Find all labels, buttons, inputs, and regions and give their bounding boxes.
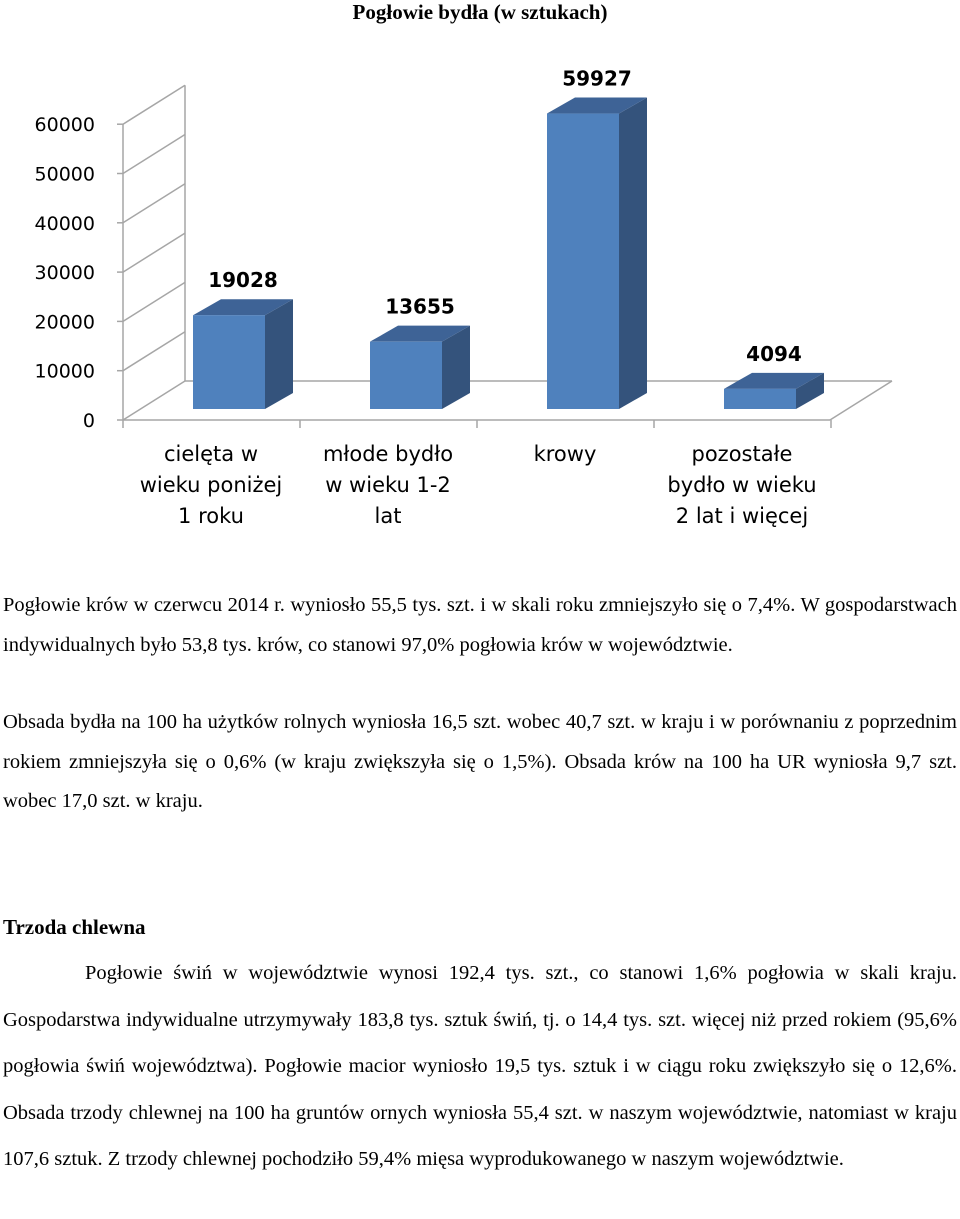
y-gridline-diagonal bbox=[123, 233, 185, 272]
y-tick-label: 60000 bbox=[34, 114, 95, 137]
category-label: młode bydło bbox=[322, 442, 454, 466]
bar-side-face bbox=[619, 98, 647, 409]
y-tick-label: 0 bbox=[82, 410, 95, 432]
cattle-paragraph-2: Obsada bydła na 100 ha użytków rolnych wyniosła 16,5 szt. wobec 40,7 szt. w kraju i w porównaniu z poprzednim rokiem zmniejszyła się o 0,6% (w kraju zwiększyła się o 1,5%). Obsada krów na 100 ha UR wyniosła 9,7 szt. wobec 17,0 szt. w kraju. bbox=[3, 711, 957, 812]
bar bbox=[193, 299, 293, 409]
bar-front-face bbox=[547, 114, 619, 409]
category-label: wieku poniżej bbox=[139, 473, 283, 497]
bar-front-face bbox=[193, 315, 265, 409]
bar-data-label: 13655 bbox=[385, 294, 455, 319]
pigs-paragraph: Pogłowie świń w województwie wynosi 192,4 tys. szt., co stanowi 1,6% pogłowia w skali kraju. Gospodarstwa indywidualne utrzymywały 183,8 tys. sztuk świń, tj. o 14,4 tys. szt. więcej niż przed rokiem (95,6% pogłowia świń województwa). Pogłowie macior wyniosło 19,5 tys. sztuk i w ciągu roku zwiększyło się o 12,6%. Obsada trzody chlewnej na 100 ha gruntów ornych wyniosła 55,4 szt. w naszym województwie, natomiast w kraju 107,6 sztuk. Z trzody chlewnej pochodziło 59,4% mięsa wyprodukowanego w naszym województwie. bbox=[3, 962, 957, 1170]
bar-data-label: 19028 bbox=[208, 268, 278, 293]
bar-side-face bbox=[265, 299, 293, 409]
y-gridline-diagonal bbox=[123, 282, 185, 321]
bar bbox=[547, 98, 647, 409]
y-gridline-diagonal bbox=[123, 135, 185, 174]
category-label: lat bbox=[374, 504, 402, 528]
bar-front-face bbox=[370, 342, 442, 409]
chart-title: Pogłowie bydła (w sztukach) bbox=[352, 0, 608, 24]
bar bbox=[370, 326, 470, 409]
y-tick-label: 20000 bbox=[34, 311, 95, 334]
category-label: 1 roku bbox=[178, 504, 244, 528]
category-label: 2 lat i więcej bbox=[675, 504, 809, 528]
category-label: pozostałe bbox=[691, 442, 793, 466]
y-gridline-diagonal bbox=[123, 184, 185, 223]
bar-data-label: 59927 bbox=[562, 66, 632, 91]
category-label: bydło w wieku bbox=[667, 473, 817, 497]
category-label: w wieku 1-2 bbox=[325, 473, 451, 497]
y-tick-label: 40000 bbox=[34, 212, 95, 235]
y-gridline-diagonal bbox=[123, 381, 185, 420]
floor-right-edge bbox=[830, 381, 892, 420]
cattle-paragraph-1: Pogłowie krów w czerwcu 2014 r. wyniosło 55,5 tys. szt. i w skali roku zmniejszyło się o 7,4%. W gospodarstwach indywidualnych było 53,8 tys. krów, co stanowi 97,0% pogłowia krów w województwie. bbox=[3, 594, 957, 656]
y-gridline-diagonal bbox=[123, 85, 185, 124]
category-label: cielęta w bbox=[163, 442, 259, 466]
y-tick-label: 50000 bbox=[34, 163, 95, 186]
bar-data-label: 4094 bbox=[746, 341, 802, 366]
y-gridline-diagonal bbox=[123, 332, 185, 371]
y-tick-label: 30000 bbox=[34, 262, 95, 285]
section-heading-pigs: Trzoda chlewna bbox=[3, 915, 146, 939]
category-label: krowy bbox=[533, 442, 597, 466]
bar-front-face bbox=[724, 389, 796, 409]
bar-chart-3d bbox=[0, 0, 960, 560]
bar bbox=[724, 373, 824, 409]
y-tick-label: 10000 bbox=[34, 360, 95, 383]
